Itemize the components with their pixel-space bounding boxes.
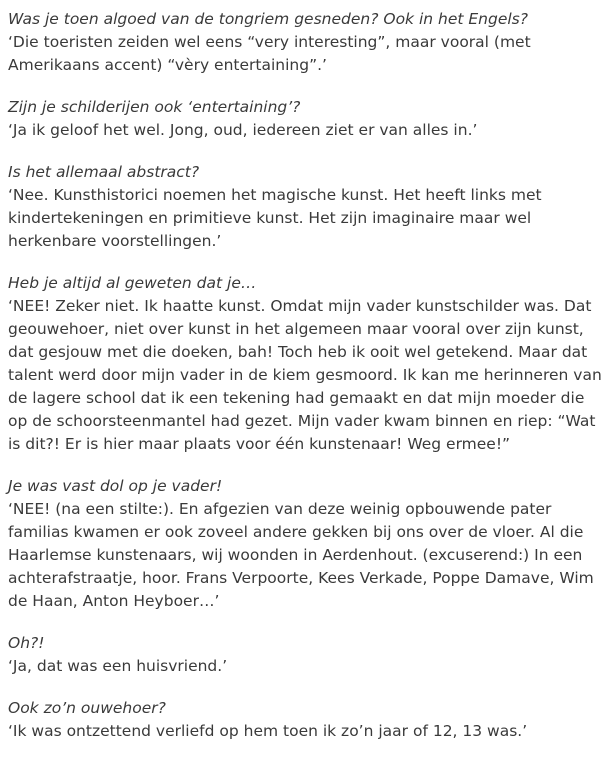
qa-block (8, 161, 602, 253)
qa-block (8, 697, 602, 743)
interview-answer: ‘NEE! (na een stilte:). En afgezien van deze weinig opbouwende pater familias kwamen er ook zoveel andere gekken bij ons over de vloer. Al die Haarlemse kunstenaars, wij woonden in Aerdenhout. (excuserend:) In een achterafstraatje, hoor. Frans Verpoorte, Kees Verkade, Poppe Damave, Wim de Haan, Anton Heyboer…’ (8, 500, 594, 610)
qa-block (8, 632, 602, 678)
interview-answer: ‘NEE! Zeker niet. Ik haatte kunst. Omdat mijn vader kunstschilder was. Dat geouwehoer, niet over kunst in het algemeen maar vooral over zijn kunst, dat gesjouw met die doeken, bah! Toch heb ik ooit wel getekend. Maar dat talent werd door mijn vader in de kiem gesmoord. Ik kan me herinneren van de lagere school dat ik een tekening had gemaakt en dat mijn moeder die op de schoorsteenmantel had gezet. Mijn vader kwam binnen en riep: “Wat is dit?! Er is hier maar plaats voor één kunstenaar! Weg ermee!” (8, 297, 602, 453)
qa-block (8, 8, 602, 77)
qa-block (8, 475, 602, 613)
qa-block (8, 96, 602, 142)
interview-question: Is het allemaal abstract? (8, 163, 200, 181)
interview-answer: ‘Die toeristen zeiden wel eens “very interesting”, maar vooral (met Amerikaans accent) “vèry entertaining”.’ (8, 33, 531, 74)
interview-question: Was je toen algoed van de tongriem gesneden? Ook in het Engels? (8, 10, 528, 28)
interview-answer: ‘Nee. Kunsthistorici noemen het magische kunst. Het heeft links met kindertekeningen en primitieve kunst. Het zijn imaginaire maar wel herkenbare voorstellingen.’ (8, 186, 542, 250)
interview-question: Oh?! (8, 634, 45, 652)
qa-block (8, 272, 602, 456)
interview-answer: ‘Ja, dat was een huisvriend.’ (8, 657, 228, 675)
interview-question: Zijn je schilderijen ook ‘entertaining’? (8, 98, 301, 116)
interview-answer: ‘Ik was ontzettend verliefd op hem toen ik zo’n jaar of 12, 13 was.’ (8, 722, 528, 740)
interview-question: Je was vast dol op je vader! (8, 477, 223, 495)
interview-answer: ‘Ja ik geloof het wel. Jong, oud, iedereen ziet er van alles in.’ (8, 121, 478, 139)
interview-question: Ook zo’n ouwehoer? (8, 699, 166, 717)
interview-question: Heb je altijd al geweten dat je… (8, 274, 257, 292)
